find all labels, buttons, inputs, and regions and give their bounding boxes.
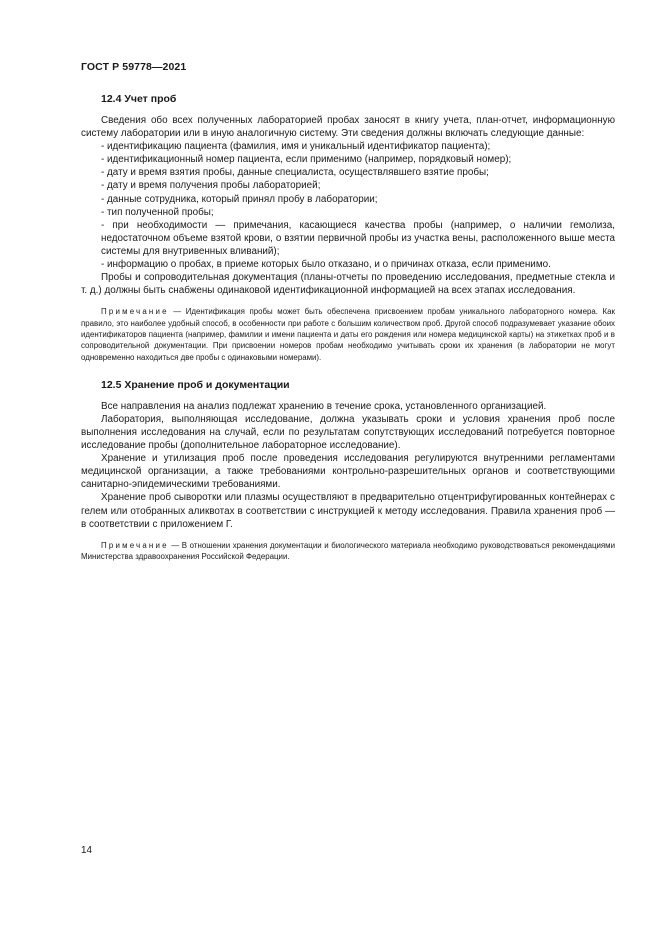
list-item: - тип полученной пробы; (101, 206, 214, 218)
list-item: - данные сотрудника, который принял пробу в лаборатории; (101, 193, 378, 205)
section-paragraph: Хранение проб сыворотки или плазмы осуществляют в предварительно отцентрифугированных контейнерах с гелем или отобранных аликвотах в соответствии с инструкцией к методу исследования. Правила хранения проб — в соответствии с приложением Г. (81, 492, 615, 530)
section-title-12-4: 12.4 Учет проб (101, 93, 177, 105)
note-label: Примечание (101, 540, 169, 550)
section-paragraph: Хранение и утилизация проб после проведения исследования регулируются внутренними регламентами медицинской организации, а также требованиями контрольно-разрешительных органов и соответствующими санитарно-эпидемическими требованиями. (81, 453, 615, 491)
list-item: - дату и время взятия пробы, данные специалиста, осуществлявшего взятие пробы; (101, 167, 489, 179)
list-item: - дату и время получения пробы лабораторией; (101, 180, 321, 192)
standard-header: ГОСТ Р 59778—2021 (81, 61, 187, 73)
section-paragraph: Все направления на анализ подлежат хранению в течение срока, установленного организацией. (101, 400, 547, 412)
note-12-4 (81, 306, 615, 362)
list-item: - информацию о пробах, в приеме которых было отказано, и о причинах отказа, если применимо. (101, 259, 551, 271)
note-text: — Идентификация пробы может быть обеспечена присвоением пробам уникального лабораторного номера. Как правило, это наиболее удобный способ, в особенности при работе с большим количеством проб. Другой способ подразумевает указание обоих идентификаторов пациента (например, фамилии и имени пациента и даты его рождения или номера медицинской карты) на этикетках проб и в сопроводительной документации. При присвоении номеров пробам необходимо учитывать сроки их хранения (в лаборатории не могут одновременно находиться две пробы с одинаковыми номерами). (81, 307, 615, 362)
list-item: - при необходимости — примечания, касающиеся качества пробы (например, о наличии гемолиза, недостаточном объеме взятой крови, о взятии первичной пробы из участка вены, расположенного выше места системы для внутривенных вливаний); (101, 219, 615, 257)
section-paragraph: Пробы и сопроводительная документация (планы-отчеты по проведению исследования, предметные стекла и т. д.) должны быть снабжены одинаковой идентификационной информацией на всех этапах исследования. (81, 272, 615, 297)
note-label: Примечание (101, 307, 169, 317)
section-intro: Сведения обо всех полученных лабораторией пробах заносят в книгу учета, план-отчет, информационную систему лаборатории или в иную аналогичную систему. Эти сведения должны включать следующие данные: (81, 115, 615, 140)
section-title-12-5: 12.5 Хранение проб и документации (101, 378, 290, 391)
list-item: - идентификационный номер пациента, если применимо (например, порядковый номер); (101, 154, 512, 166)
page-number: 14 (81, 845, 92, 856)
page-content (81, 93, 615, 562)
note-text: — В отношении хранения документации и биологического материала необходимо руководствоваться рекомендациями Министерства здравоохранения Российской Федерации. (81, 540, 615, 562)
section-paragraph: Лаборатория, выполняющая исследование, должна указывать сроки и условия хранения проб после выполнения исследования на случай, если по результатам сопутствующих исследований потребуется повторное исследование пробы (дополнительное лабораторное исследование). (81, 413, 615, 452)
list-item: - идентификацию пациента (фамилия, имя и уникальный идентификатор пациента); (101, 141, 491, 153)
data-list (81, 140, 615, 271)
note-12-5 (81, 540, 615, 563)
